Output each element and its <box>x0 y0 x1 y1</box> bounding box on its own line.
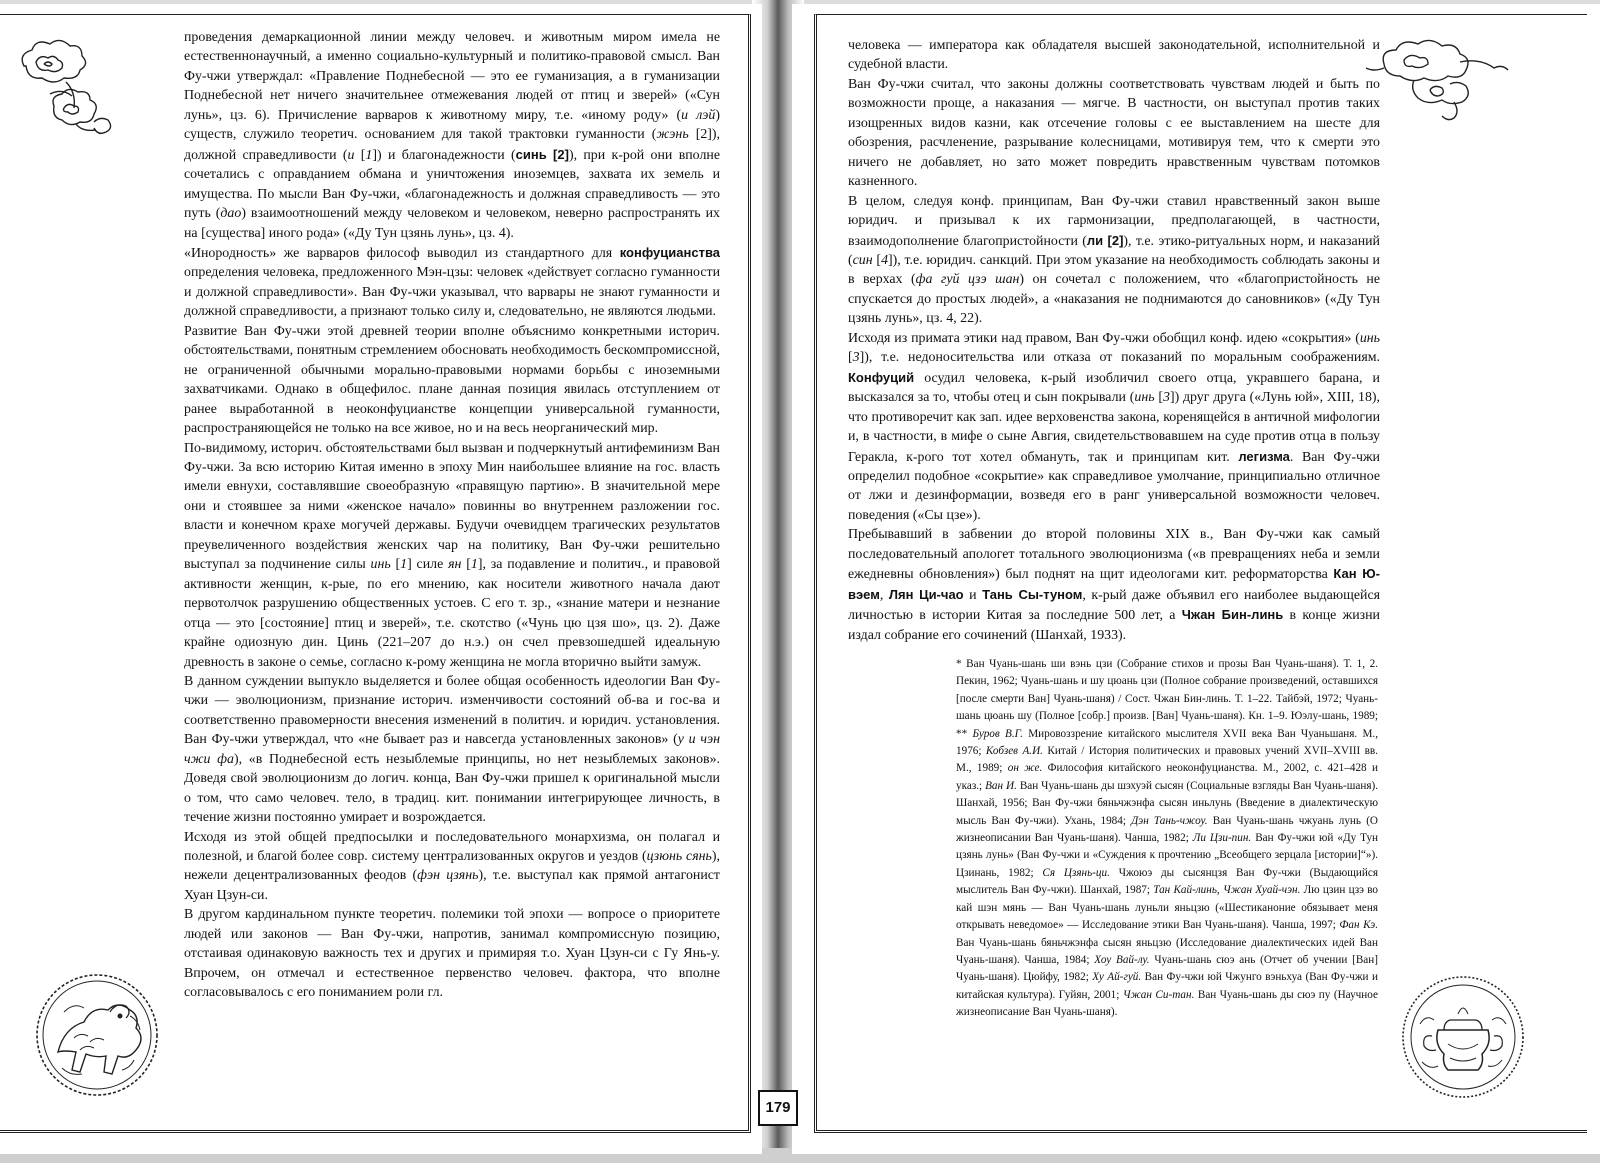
paragraph <box>184 439 720 672</box>
italic-term: жэнь <box>656 127 689 143</box>
italic-term: Буров В.Г. <box>972 727 1023 740</box>
text-run: Развитие Ван Фу-чжи этой древней теории вполне объяснимо конкретными историч. обстоятельствами, понятным стремлением обосновать необходимость бескомпромиссной, не ограниченной обычными морально-правовыми нормами борьбы с иноземными захватчиками. Однако в общефилос. плане данная позиция явилась отступлением от ранее выработанной в неоконфуцианстве концепции универсальной гуманности, распространяющейся не только на все живое, но и на весь неорганический мир. <box>184 323 720 437</box>
bold-term: конфуцианства <box>619 244 720 260</box>
italic-term: Кобзев А.И. <box>985 745 1043 758</box>
text-run: Ван Чуань-шань ды шэхуэй сысян (Социальные взгляды Ван Чуань-шаня). Шанхай, 1956; Ван Фу-чжи бяньчжэнфа сысян иньлунь (Введение в диалектическую мысль Ван Фу-чжи). Ухань, 1984; <box>956 779 1378 827</box>
text-run: ]) и благонадежности ( <box>372 147 516 163</box>
text-run: , <box>879 587 889 603</box>
text-run: [ <box>872 252 882 268</box>
text-run: человека — императора как обладателя высшей законодательной, исполнительной и судебной власти. <box>848 38 1380 73</box>
text-run: Ван Чуань-шань бяньчжэнфа сысян яньцзю (Исследование диалектических идей Ван Чуань-шаня). Чанша, 1984; <box>956 936 1378 966</box>
cloud-ornament-icon <box>14 36 134 141</box>
text-run: ), т.е. выступал как прямой антагонист Хуан Цзун-си. <box>184 868 720 903</box>
text-run: осудил человека, к-рый изобличил своего отца, укравшего барана, и высказался за то, чтобы отец и сын покрывали ( <box>848 370 1380 406</box>
italic-term: у и чэн чжи фа <box>184 732 720 767</box>
paragraph <box>184 322 720 439</box>
text-run: , к-рый даже объявил его наиболее выдающейся личностью в истории Китая за последние 500 лет, а <box>848 587 1380 624</box>
text-run: Ван Фу-чжи юй Чжунго вэньхуа (Ван Фу-чжи и китайская культура). Гуйян, 2001; <box>956 971 1378 1001</box>
paragraph <box>848 329 1380 526</box>
italic-term: и лэй <box>681 107 716 123</box>
italic-term: син <box>852 252 873 268</box>
italic-term: 1 <box>365 147 373 163</box>
paragraph <box>848 75 1380 192</box>
text-run: ]) друг друга («Лунь юй», XIII, 18), что противоречит как зап. идее верховенства закона, коренящейся в античной мифологии и, в частности, в мифе о сыне Авгия, свидетельствовавшем на суде против отца в пользу Геракла, к-рого тот хотел обмануть, так и принципам кит. <box>848 390 1380 465</box>
italic-term: дао <box>220 206 242 222</box>
italic-term: и <box>347 147 355 163</box>
italic-term: он же. <box>1007 762 1043 775</box>
text-run: [ <box>461 557 471 573</box>
paragraph <box>848 525 1380 645</box>
text-run: В данном суждении выпукло выделяется и более общая особенность идеологии Ван Фу-чжи — эволюционизм, признание историч. изменчивости состояний об-ва и гос-ва и соответственно правомерности внесения изменений в политич. и юридич. установления. Ван Фу-чжи утверждал, что «не бывает раз и навсегда установленных законов» ( <box>184 673 720 748</box>
text-run: ), при к-рой они вполне сочетались с оправданием обмана и уничтожения иноземцев, захвата их земель и имущества. По мысли Ван Фу-чжи, «благонадежность и должная справедливость — это путь ( <box>184 147 720 222</box>
italic-term: 4 <box>881 252 889 268</box>
text-run: в конце жизни издал собрание его сочинений (Шанхай, 1933). <box>848 608 1380 643</box>
text-run: Ван Чуань-шань ды сюэ пу (Научное жизнеописание Ван Чуань-шаня). <box>956 988 1378 1019</box>
bold-term: легизма <box>1238 448 1290 464</box>
text-run: Исходя из примата этики над правом, Ван Фу-чжи обобщил конф. идею «сокрытия» ( <box>848 330 1360 346</box>
italic-term: 1 <box>470 557 478 573</box>
italic-term: Ся Цзянь-ци. <box>1042 866 1110 879</box>
italic-term: 3 <box>1162 390 1170 406</box>
bold-term: Тань Сы-туном <box>982 586 1083 602</box>
text-run: [ <box>354 147 366 163</box>
text-run: ], за подавление и политич., и правовой активности женщин, к-рые, по его мнению, как носители животного начала дают первотолчок разрушению общественных устоев. С его т. зр., «знание матери и незнание отца — это [состояние] птиц и зверей», т.е. скотство («Чунь цю цзя шо», цз. 2). Даже крайне одиозную дин. Цинь (221–207 до н.э.) он счел превзошедшей идеальную древность в законе о семье, согласно к-рому женщина не могла вторично выйти замуж. <box>184 557 721 670</box>
text-run: ), т.е. этико-ритуальных норм, и наказаний ( <box>848 233 1380 268</box>
italic-term: Ли Цзи-пин. <box>1192 832 1252 845</box>
italic-term: Дэн Тань-чжоу. <box>1131 814 1208 827</box>
bibliography <box>956 656 1378 1022</box>
text-run: Ван Чуань-шань чжуань лунь (О жизнеописании Ван Чуань-шаня). Чанша, 1982; <box>956 814 1378 845</box>
italic-term: Хоу Вай-лу. <box>1094 953 1150 966</box>
italic-term: инь <box>370 557 391 573</box>
italic-term: 3 <box>852 350 860 366</box>
text-run: Пребывавший в забвении до второй половины XIX в., Ван Фу-чжи как самый последовательный апологет тотального эволюционизма («в превращениях неба и земли ежедневны обновления») был поднят на щит идеологами кит. реформаторства <box>848 527 1380 583</box>
bold-term: Лян Ци-чао <box>888 586 964 602</box>
text-run: ) он сочетал с положением, что «благопристойность не спускается до простых людей», а «наказания не поднимаются до сановников» («Ду Тун цзянь лунь», цз. 4, 22). <box>848 272 1380 327</box>
text-run: определения человека, предложенного Мэн-цзы: человек «действует согласно гуманности и должной справедливости». Ван Фу-чжи указывал, что варвары не знают гуманности и должной справедливости, а признают только силу и, следовательно, не являются людьми. <box>184 265 720 320</box>
text-run: Чжоюэ ды сысянцзя Ван Фу-чжи (Выдающийся мыслитель Ван Фу-чжи). Шанхай, 1987; <box>956 866 1378 897</box>
bold-term: Конфуций <box>848 369 915 385</box>
text-run: Чуань-шань сюэ ань (Отчет об учении [Ван] Чуань-шаня). Цюйфу, 1982; <box>956 953 1378 984</box>
text-run: [2]), должной справедливости ( <box>184 127 720 163</box>
bold-term: ли <box>1086 232 1104 248</box>
text-run: ] силе <box>407 557 449 573</box>
text-run: [ <box>390 557 401 573</box>
left-page <box>0 4 762 1154</box>
right-page-body <box>848 36 1380 645</box>
paragraph <box>184 243 720 322</box>
italic-term: Фан Кэ. <box>1339 919 1378 932</box>
bold-term: [2] <box>1107 232 1124 248</box>
text-run: Лю цзин цзэ во кай шэн мянь — Ван Чуань-шань луньли яньцзю («Шестиканоние обязывает меня открывать неведомое» — Исследование этики Ван Чуань-шаня). Чанша, 1997; <box>956 884 1379 932</box>
text-run: В другом кардинальном пункте теоретич. полемики той эпохи — вопросе о приоритете людей или законов — Ван Фу-чжи, напротив, занимал компромиссную позицию, отстаивая одинаковую важность тех и других и примиряя т.о. Хуан Цзун-си с Гу Янь-у. Впрочем, он отмечал и естественное первенство человеч. фактора, что вполне согласовывалось с его пониманием роли гл. <box>184 907 720 1001</box>
page-number: 179 <box>758 1090 798 1126</box>
qilin-medallion-icon <box>34 972 160 1098</box>
paragraph <box>184 672 720 828</box>
bold-term: Чжан Бин-линь <box>1181 607 1284 623</box>
italic-term: фа гуй цзэ шан <box>915 272 1020 288</box>
italic-term: Чжан Си-тан. <box>1122 988 1195 1001</box>
text-run: и <box>963 587 983 603</box>
text-run: «Инородность» же варваров философ выводил из стандартного для <box>184 245 620 261</box>
text-run: * Ван Чуань-шань ши вэнь цзи (Собрание стихов и прозы Ван Чуань-шаня). Т. 1, 2. Пекин, 1962; Чуань-шань и шу цюань цзи (Полное собрание произведений, оставшихся [после смерти Ван] Чуань-шаня) / Сост. Чжан Бин-линь. Т. 1–22. Тайбэй, 1972; Чуань-шань цюань шу (Полное [собр.] произв. [Ван] Чуань-шаня). Кн. 1–9. Юэлу-шань, 1989; ** <box>956 658 1378 740</box>
text-run: . Ван Фу-чжи определил подобное «сокрытие» как справедливое умолчание, принципиально отличное от лжи и дезинформации, возведя его в ранг универсальной возможности человеч. поведения («Сы цзе»). <box>848 449 1380 523</box>
text-run: Исходя из этой общей предпосылки и последовательного монархизма, он полагал и полезной, и благой более совр. систему централизованных округов и уездов ( <box>184 829 720 865</box>
italic-term: ян <box>448 557 462 573</box>
text-run: ) существ, служило теоретич. основанием для такой трактовки гуманности ( <box>184 107 720 143</box>
text-run: Ван Фу-чжи юй «Ду Тун цзянь лунь» (Ван Фу-чжи и «Суждения к прочтению „Всеобщего зерцала [истории]“»). Цзинань, 1982; <box>956 832 1379 879</box>
paragraph <box>184 828 720 906</box>
italic-term: Ван И. <box>985 779 1017 792</box>
text-run: Мировоззрение китайского мыслителя XVII века Ван Чуаньшаня. М., 1976; <box>956 727 1378 758</box>
cloud-ornament-icon <box>1364 34 1514 124</box>
text-run: ), «в Поднебесной есть незыблемые принципы, но нет незыблемых законов». Доведя свой эволюционизм до логич. конца, Ван Фу-чжи пришел к оригинальной мысли о том, что само человеч. тело, в традиц. кит. понимании интегрирующее личность, в течение жизни постоянно умирает и возрождается. <box>184 751 720 826</box>
text-run: ]), т.е. юридич. санкций. При этом указание на необходимость соблюдать законы и в верхах ( <box>848 252 1380 288</box>
text-run: Философия китайского неоконфуцианства. М., 2002, с. 421–428 и указ.; <box>956 762 1378 792</box>
paragraph <box>184 28 720 243</box>
paragraph <box>184 905 720 1002</box>
text-run: ), нежели децентрализованных феодов ( <box>184 849 720 884</box>
text-run: В целом, следуя конф. принципам, Ван Фу-чжи ставил нравственный закон выше юридич. и призывал к их гармонизации, предполагающей, в частности, взаимодополнение благопристойности ( <box>848 193 1380 249</box>
italic-term: Ху Ай-гуй. <box>1092 971 1142 984</box>
text-run: проведения демаркационной линии между человеч. и животным миром имела не естественнонаучный, а именно социально-культурный и политико-правовой смысл. Ван Фу-чжи утверждал: «Правление Поднебесной — это ее гуманизация, а в гуманизации Поднебесной нет ничего значительнее отмежевания людей от птиц и зверей» («Сун лунь», цз. 6). Причисление варваров к животному миру, т.е. «иному роду» ( <box>184 30 720 123</box>
left-page-body <box>184 28 720 1003</box>
text-run: По-видимому, историч. обстоятельствами был вызван и подчеркнутый антифеминизм Ван Фу-чжи. За всю историю Китая именно в эпоху Мин наибольшее влияние на гос. власть имели евнухи, составлявшие своеобразную «правящую партию». В значительной мере они и стоявшее за ними «женское начало» повинны во внутреннем разложении гос. власти и конечном крахе могучей державы. Будучи очевидцем трагических результатов преувеличенного воздействия женских чар на политику, Ван Фу-чжи решительно выступал за подчинение силы <box>184 440 720 573</box>
paragraph <box>848 192 1380 329</box>
text-run: ) взаимоотношений между человеком и человеком, неверно распространять их на [существа] иного рода» («Ду Тун цзянь лунь», цз. 4). <box>184 206 720 241</box>
italic-term: инь <box>1134 390 1155 406</box>
paragraph <box>848 36 1380 75</box>
right-page <box>792 4 1600 1154</box>
text-run: Ван Фу-чжи считал, что законы должны соответствовать чувствам людей и быть по возможности проще, а наказания — мягче. В частности, он выступал против таких изощренных видов казни, как отсечение головы с ее выставлением на шесте для обозрения, расчленение, разрывание колесницами, мотивируя тем, что к смерти это ничего не добавляет, но зато может повредить нравственным чувствам потомков казненного. <box>848 76 1380 190</box>
text-run: ]), т.е. недоносительства или отказа от показаний по моральным соображениям. <box>859 350 1380 366</box>
italic-term: Тан Кай-линь, Чжан Хуай-чэн. <box>1153 884 1301 897</box>
text-run: [ <box>848 350 853 366</box>
bold-term: Кан Ю-вэем <box>848 566 1380 602</box>
italic-term: цзюнь сянь <box>646 849 712 865</box>
vase-medallion-icon <box>1398 974 1528 1100</box>
bold-term: синь <box>515 146 547 162</box>
italic-term: фэн цзянь <box>417 868 479 884</box>
italic-term: 1 <box>400 557 408 573</box>
italic-term: инь <box>1359 330 1380 346</box>
text-run: [ <box>1154 390 1163 406</box>
bold-term: [2] <box>553 146 569 162</box>
text-run: Китай / История политических и правовых учений XVII–XVIII вв. М., 1989; <box>956 745 1379 775</box>
